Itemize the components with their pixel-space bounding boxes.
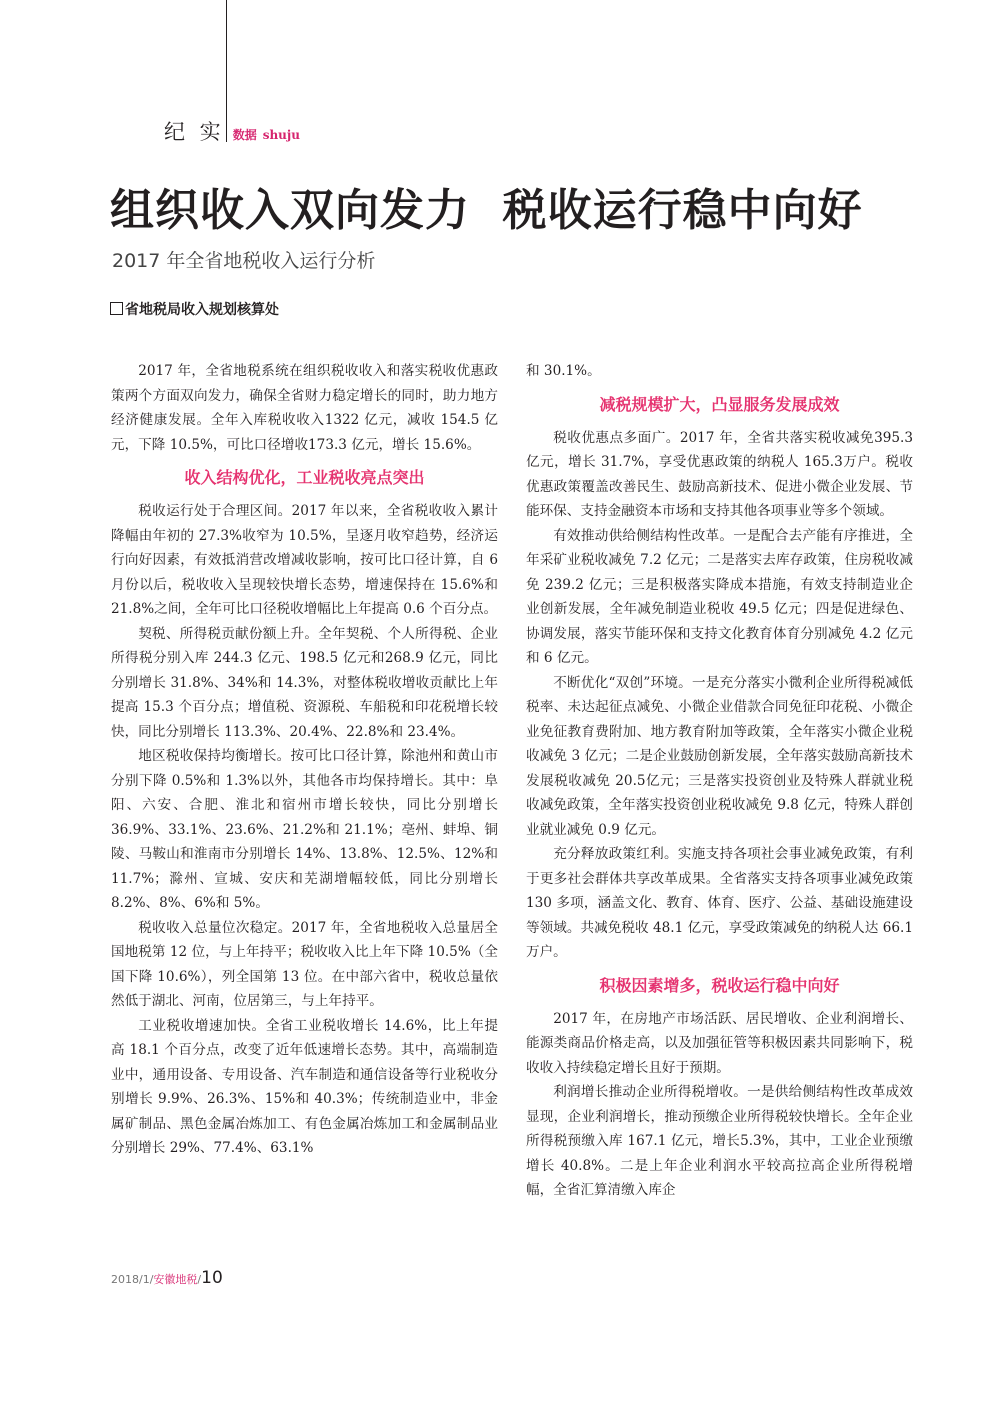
- author-name: 省地税局收入规划核算处: [125, 302, 279, 318]
- paragraph: 利润增长推动企业所得税增收。一是供给侧结构性改革成效显现，企业利润增长，推动预缴企业所得税较快增长。全年企业所得税预缴入库 167.1 亿元，增长5.3%，其中，工业企业预缴增长 40.8%。二是上年企业利润水平较高拉高企业所得税增幅，全省汇算清缴入库企: [526, 1084, 913, 1198]
- paragraph: 2017 年，在房地产市场活跃、居民增收、企业利润增长、能源类商品价格走高，以及加强征管等积极因素共同影响下，税收收入持续稳定增长且好于预期。: [526, 1010, 913, 1076]
- paragraph: 不断优化“双创”环境。一是充分落实小微利企业所得税减低税率、未达起征点减免、小微企业借款合同免征印花税、小微企业免征教育费附加、地方教育附加等政策，全年落实小微企业税收减免 3 亿元；二是企业鼓励创新发展，全年落实鼓励高新技术发展税收减免 20.5亿元；三是落实投资创业及特殊人群就业税收减免政策，全年落实投资创业税收减免 9.8 亿元，特殊人群创业就业减免 0.9 亿元。: [526, 674, 913, 838]
- paragraph: 契税、所得税贡献份额上升。全年契税、个人所得税、企业所得税分别入库 244.3 亿元、198.5 亿元和268.9 亿元，同比分别增长 31.8%、34%和 14.3%，对整体税收增收贡献比上年提高 15.3 个百分点；增值税、资源税、车船税和印花税增长较快，同比分别增长 113.3%、20.4%、22.8%和 23.4%。: [111, 625, 498, 740]
- right-column: [526, 359, 913, 1203]
- page-footer: [111, 1268, 223, 1288]
- issue-number: 2018/1/: [111, 1273, 154, 1286]
- paragraph: 税收收入总量位次稳定。2017 年，全省地税收入总量居全国地税第 12 位，与上年持平；税收收入比上年下降 10.5%（全国下降 10.6%），列全国第 13 位。在中部六省中，税收总量依然低于湖北、河南，位居第三，与上年持平。: [111, 919, 498, 1009]
- paragraph: 有效推动供给侧结构性改革。一是配合去产能有序推进，全年采矿业税收减免 7.2 亿元；二是落实去库存政策，住房税收减免 239.2 亿元；三是积极落实降成本措施，有效支持制造业企业创新发展，全年减免制造业税收 49.5 亿元；四是促进绿色、协调发展，落实节能环保和支持文化教育体育分别减免 4.2 亿元和 6 亿元。: [526, 527, 913, 666]
- paragraph: 充分释放政策红利。实施支持各项社会事业减免政策，有利于更多社会群体共享改革成果。全省落实支持各项事业减免政策 130 多项，涵盖文化、教育、体育、医疗、公益、基础设施建设等领域。共减免税收 48.1 亿元，享受政策减免的纳税人达 66.1 万户。: [526, 846, 913, 960]
- left-column: [111, 359, 498, 1161]
- section-heading: 积极因素增多，税收运行稳中向好: [599, 975, 840, 995]
- section-heading: 收入结构优化，工业税收亮点突出: [184, 468, 425, 487]
- paragraph: 地区税收保持均衡增长。按可比口径计算，除池州和黄山市分别下降 0.5%和 1.3%以外，其他各市均保持增长。其中：阜阳、六安、合肥、淮北和宿州市增长较快，同比分别增长 36.9%、33.1%、23.6%、21.2%和 21.1%；亳州、蚌埠、铜陵、马鞍山和淮南市分别增长 14%、13.8%、12.5%、12%和 11.7%；滁州、宣城、安庆和芜湖增幅较低，同比分别增长 8.2%、8%、6%和 5%。: [111, 748, 498, 911]
- paragraph: 工业税收增速加快。全省工业税收增长 14.6%，比上年提高 18.1 个百分点，改变了近年低速增长态势。其中，高端制造业中，通用设备、专用设备、汽车制造和通信设备等行业税收分别增长 9.9%、26.3%、15%和 40.3%；传统制造业中，非金属矿制品、黑色金属冶炼加工、有色金属冶炼加工和金属制品业分别增长 29%、77.4%、63.1%: [111, 1017, 498, 1156]
- author-line: [110, 299, 279, 319]
- paragraph: 税收优惠点多面广。2017 年，全省共落实税收减免395.3 亿元，增长 31.7%，享受优惠政策的纳税人 165.3万户。税收优惠政策覆盖改善民生、鼓励高新技术、促进小微企业发展、节能环保、支持金融资本市场和支持其他各项事业等多个领域。: [526, 429, 913, 519]
- article-title: 组织收入双向发力 税收运行稳中向好: [110, 185, 863, 236]
- paragraph: 和 30.1%。: [526, 363, 601, 379]
- magazine-name: 安徽地税: [153, 1273, 198, 1286]
- section-tag: [164, 116, 300, 146]
- article-subtitle: 2017 年全省地税收入运行分析: [112, 250, 376, 272]
- section-sublabel-cn: 数据: [232, 128, 257, 142]
- section-label: 纪 实: [164, 120, 225, 144]
- section-sublabel: [233, 126, 300, 143]
- footer-separator: /: [197, 1273, 202, 1286]
- page-number: 10: [201, 1268, 223, 1288]
- paragraph: 2017 年，全省地税系统在组织税收收入和落实税收优惠政策两个方面双向发力，确保全省财力稳定增长的同时，助力地方经济健康发展。全年入库税收收入1322 亿元，减收 154.5 亿元，下降 10.5%，可比口径增收173.3 亿元，增长 15.6%。: [111, 363, 498, 453]
- square-bullet-icon: [110, 302, 123, 315]
- section-heading: 减税规模扩大，凸显服务发展成效: [599, 394, 840, 414]
- section-sublabel-pinyin: shuju: [262, 128, 300, 142]
- paragraph: 税收运行处于合理区间。2017 年以来，全省税收收入累计降幅由年初的 27.3%收窄为 10.5%，呈逐月收窄趋势，经济运行向好因素，有效抵消营改增减收影响，按可比口径计算，自 6 月份以后，税收收入呈现较快增长态势，增速保持在 15.6%和 21.8%之间，全年可比口径税收增幅比上年提高 0.6 个百分点。: [111, 503, 498, 617]
